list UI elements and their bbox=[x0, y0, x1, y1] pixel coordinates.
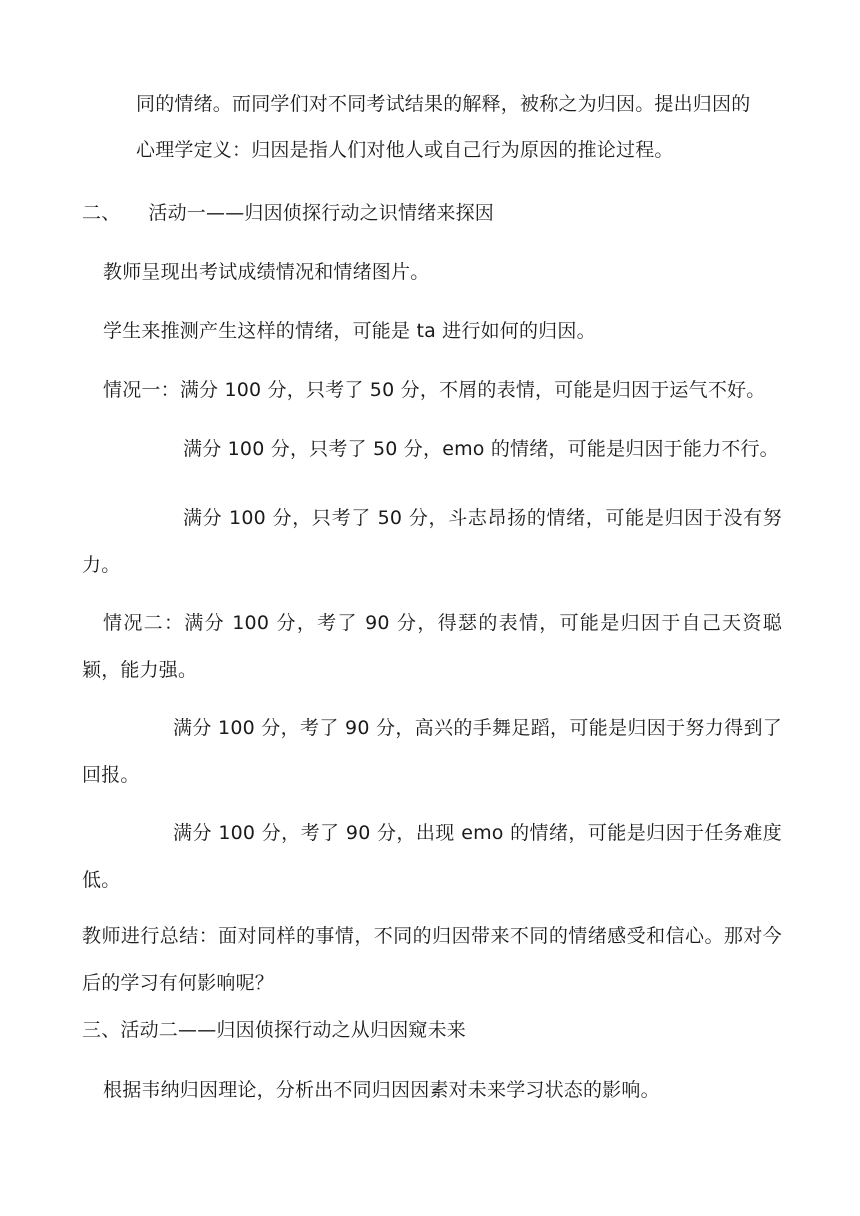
intro-line-1: 同的情绪。而同学们对不同考试结果的解释，被称之为归因。提出归因的 bbox=[136, 93, 751, 115]
section-2-paragraph-2: 学生来推测产生这样的情绪，可能是 ta 进行如何的归因。 bbox=[103, 320, 596, 342]
case-2-item-2: 满分 100 分，考了 90 分，高兴的手舞足蹈，可能是归因于努力得到了回报。 bbox=[82, 717, 782, 786]
section-2-paragraph-1: 教师呈现出考试成绩情况和情绪图片。 bbox=[103, 261, 430, 283]
case-1-item-3: 满分 100 分，只考了 50 分，斗志昂扬的情绪，可能是归因于没有努力。 bbox=[82, 507, 782, 576]
case-1-item-2: 满分 100 分，只考了 50 分，emo 的情绪，可能是归因于能力不行。 bbox=[183, 438, 779, 460]
case-1-item-1-text: 满分 100 分，只考了 50 分，不屑的表情，可能是归因于运气不好。 bbox=[179, 379, 766, 401]
section-2-heading bbox=[82, 200, 782, 226]
case-1-item-1 bbox=[103, 377, 803, 403]
case-1-label: 情况一： bbox=[103, 379, 180, 401]
teacher-summary: 教师进行总结：面对同样的事情，不同的归因带来不同的情绪感受和信心。那对今后的学习有何影响呢？ bbox=[82, 925, 782, 994]
intro-line-2: 心理学定义：归因是指人们对他人或自己行为原因的推论过程。 bbox=[136, 139, 674, 161]
section-2-number: 二、 bbox=[82, 202, 121, 224]
case-2-item-1: 情况二：满分 100 分，考了 90 分，得瑟的表情，可能是归因于自己天资聪颖，能力强。 bbox=[82, 612, 782, 681]
section-3-paragraph-1: 根据韦纳归因理论，分析出不同归因因素对未来学习状态的影响。 bbox=[103, 1079, 660, 1101]
section-2-title: 活动一——归因侦探行动之识情绪来探因 bbox=[148, 202, 495, 224]
case-2-item-3: 满分 100 分，考了 90 分，出现 emo 的情绪，可能是归因于任务难度低。 bbox=[82, 822, 782, 891]
section-3-heading: 三、活动二——归因侦探行动之从归因窥未来 bbox=[82, 1019, 467, 1041]
